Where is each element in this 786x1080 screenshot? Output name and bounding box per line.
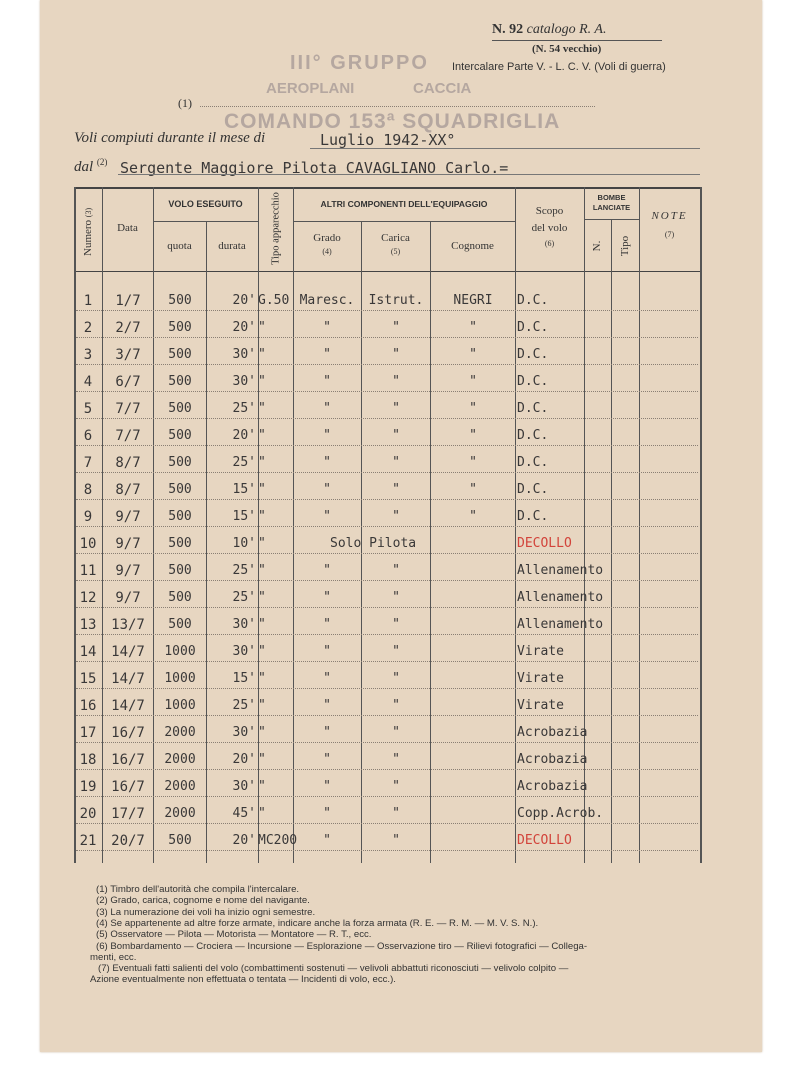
cell-tipo: "	[258, 617, 266, 632]
col-line-2	[153, 187, 154, 863]
cell-cognome: "	[469, 320, 477, 335]
header-bombe: BOMBE LANCIATE	[592, 193, 631, 212]
cell-n: 21	[79, 833, 97, 849]
header-bombe-n: N.	[591, 240, 603, 252]
cell-data: 16/7	[111, 779, 145, 795]
cell-scopo: D.C.	[517, 347, 549, 362]
catalog-value: 92	[509, 22, 524, 37]
row-rule	[76, 553, 698, 554]
cell-scopo: Allenamento	[517, 590, 604, 605]
cell-data: 8/7	[115, 482, 141, 498]
cell-carica: "	[392, 482, 400, 497]
cell-data: 9/7	[115, 536, 141, 552]
cell-scopo: Acrobazia	[517, 752, 588, 767]
cell-data: 20/7	[111, 833, 145, 849]
cell-data: 8/7	[115, 455, 141, 471]
cell-durata: 20'	[232, 833, 256, 848]
cell-tipo: "	[258, 374, 266, 389]
cell-data: 14/7	[111, 644, 145, 660]
cell-cognome: "	[469, 428, 477, 443]
cell-tipo: "	[258, 563, 266, 578]
cell-scopo: D.C.	[517, 293, 549, 308]
col-line-3	[206, 221, 207, 863]
footnote-line: (1) Timbro dell'autorità che compila l'intercalare.	[96, 884, 300, 895]
cell-n: 10	[79, 536, 97, 552]
cell-data: 13/7	[111, 617, 145, 633]
cell-n: 4	[83, 374, 93, 390]
cell-grado: "	[323, 752, 331, 767]
cell-scopo: D.C.	[517, 455, 549, 470]
cell-scopo: Acrobazia	[517, 779, 588, 794]
cell-data: 7/7	[115, 401, 141, 417]
cell-quota: 500	[168, 320, 192, 335]
header-cognome: Cognome	[451, 240, 494, 252]
cell-tipo: "	[258, 455, 266, 470]
pilot-underline	[118, 174, 700, 175]
header-scopo-line2: del volo	[531, 222, 568, 234]
header-altri-componenti: ALTRI COMPONENTI DELL'EQUIPAGGIO	[320, 199, 488, 209]
table-top-border	[74, 187, 700, 189]
cell-grado: "	[323, 563, 331, 578]
row-rule	[76, 580, 698, 581]
cell-grado: "	[323, 590, 331, 605]
cell-tipo: "	[258, 320, 266, 335]
cell-scopo: Virate	[517, 698, 564, 713]
month-underline	[310, 148, 700, 149]
cell-carica: "	[392, 428, 400, 443]
cell-tipo: "	[258, 482, 266, 497]
cell-n: 16	[79, 698, 97, 714]
cell-scopo: Acrobazia	[517, 725, 588, 740]
row-rule	[76, 337, 698, 338]
col-line-1	[102, 187, 103, 863]
cell-n: 17	[79, 725, 97, 741]
cell-data: 16/7	[111, 725, 145, 741]
month-label: Voli compiuti durante il mese di	[74, 130, 266, 146]
cell-quota: 2000	[164, 806, 196, 821]
cell-scopo: D.C.	[517, 320, 549, 335]
cell-tipo: "	[258, 590, 266, 605]
header-data: Data	[117, 222, 138, 234]
from-label	[74, 157, 107, 176]
cell-durata: 25'	[232, 698, 256, 713]
cell-durata: 30'	[232, 347, 256, 362]
cell-durata: 25'	[232, 455, 256, 470]
cell-n: 19	[79, 779, 97, 795]
row-rule	[76, 445, 698, 446]
stamp-line3: COMANDO 153ª SQUADRIGLIA	[224, 110, 561, 133]
cell-grado: "	[323, 806, 331, 821]
cell-n: 18	[79, 752, 97, 768]
cell-n: 11	[79, 563, 97, 579]
cell-cognome: "	[469, 374, 477, 389]
altri-sub-border	[293, 221, 515, 222]
cell-carica: "	[392, 725, 400, 740]
cell-scopo: Allenamento	[517, 563, 604, 578]
cell-carica: "	[392, 806, 400, 821]
cell-quota: 500	[168, 293, 192, 308]
cell-quota: 500	[168, 455, 192, 470]
row-rule	[76, 310, 698, 311]
cell-carica: "	[392, 320, 400, 335]
cell-carica: "	[392, 563, 400, 578]
cell-tipo: "	[258, 347, 266, 362]
cell-grado: Maresc.	[299, 293, 355, 308]
cell-n: 6	[83, 428, 93, 444]
cell-data: 2/7	[115, 320, 141, 336]
cell-grado: "	[323, 779, 331, 794]
cell-n: 3	[83, 347, 93, 363]
col-line-5	[293, 187, 294, 863]
cell-data: 14/7	[111, 698, 145, 714]
cell-tipo: "	[258, 428, 266, 443]
cell-scopo: D.C.	[517, 374, 549, 389]
cell-durata: 30'	[232, 374, 256, 389]
cell-cognome: "	[469, 347, 477, 362]
cell-scopo: D.C.	[517, 509, 549, 524]
cell-data: 6/7	[115, 374, 141, 390]
cell-quota: 500	[168, 401, 192, 416]
row-rule	[76, 769, 698, 770]
cell-scopo: D.C.	[517, 428, 549, 443]
cell-durata: 30'	[232, 725, 256, 740]
cell-grado: "	[323, 509, 331, 524]
cell-durata: 30'	[232, 617, 256, 632]
cell-scopo: D.C.	[517, 482, 549, 497]
header-bottom-border	[74, 271, 700, 272]
row-rule	[76, 364, 698, 365]
header-carica-text: Carica	[381, 232, 410, 244]
cell-tipo: "	[258, 401, 266, 416]
cell-grado: "	[323, 698, 331, 713]
cell-cognome: "	[469, 509, 477, 524]
header-grado-ref: (4)	[322, 247, 332, 256]
cell-grado: "	[323, 455, 331, 470]
header-grado-text: Grado	[313, 232, 341, 244]
cell-scopo: D.C.	[517, 401, 549, 416]
row-rule	[76, 634, 698, 635]
cell-n: 2	[83, 320, 93, 336]
cell-data: 7/7	[115, 428, 141, 444]
month-value: Luglio 1942-XX°	[320, 131, 456, 149]
row-rule	[76, 850, 698, 851]
header-scopo-line1: Scopo	[535, 205, 564, 217]
cell-grado: "	[323, 374, 331, 389]
footnote-line: (4) Se appartenente ad altre forze armate, indicare anche la forza armata (R. E. — R. M. — M. V. S. N.).	[96, 917, 539, 929]
cell-carica: "	[392, 833, 400, 848]
catalog-prefix: N.	[492, 22, 506, 37]
col-line-12	[700, 187, 702, 863]
header-carica-ref: (5)	[390, 247, 401, 256]
cell-quota: 2000	[164, 725, 196, 740]
old-number: (N. 54 vecchio)	[532, 43, 602, 55]
cell-n: 8	[83, 482, 93, 498]
cell-carica: "	[392, 617, 400, 632]
cell-durata: 20'	[232, 320, 256, 335]
cell-data: 9/7	[115, 563, 141, 579]
cell-durata: 20'	[232, 293, 256, 308]
cell-quota: 500	[168, 428, 192, 443]
cell-carica: "	[392, 671, 400, 686]
cell-tipo: "	[258, 806, 266, 821]
header-tipo-apparecchio: Tipo apparecchio	[270, 192, 282, 265]
row-rule	[76, 742, 698, 743]
field-1-label: (1)	[178, 96, 192, 110]
cell-tipo: "	[258, 536, 266, 551]
cell-tipo: "	[258, 644, 266, 659]
cell-data: 1/7	[115, 293, 141, 309]
cell-carica: "	[392, 752, 400, 767]
row-rule	[76, 688, 698, 689]
cell-durata: 20'	[232, 752, 256, 767]
cell-grado: "	[323, 347, 331, 362]
header-numero	[82, 204, 94, 256]
header-numero-text: Numero	[82, 219, 94, 256]
cell-durata: 20'	[232, 428, 256, 443]
cell-durata: 10'	[232, 536, 256, 551]
row-rule	[76, 823, 698, 824]
cell-data: 3/7	[115, 347, 141, 363]
cell-scopo: Allenamento	[517, 617, 604, 632]
cell-cognome: "	[469, 401, 477, 416]
row-rule	[76, 526, 698, 527]
cell-data: 16/7	[111, 752, 145, 768]
cell-grado: "	[323, 320, 331, 335]
cell-quota: 1000	[164, 644, 196, 659]
row-rule	[76, 715, 698, 716]
row-rule	[76, 391, 698, 392]
cell-n: 20	[79, 806, 97, 822]
cell-data: 9/7	[115, 590, 141, 606]
cell-carica: "	[392, 401, 400, 416]
cell-cognome: "	[469, 455, 477, 470]
cell-grado: "	[323, 428, 331, 443]
col-line-8	[515, 187, 516, 863]
header-carica	[361, 232, 430, 256]
cell-grado: "	[323, 833, 331, 848]
cell-quota: 1000	[164, 698, 196, 713]
footnote-line: Azione eventualmente non effettuata o tentata — Incidenti di volo, ecc.).	[90, 974, 396, 986]
catalog-suffix: catalogo R. A.	[526, 22, 607, 37]
cell-quota: 2000	[164, 779, 196, 794]
footnote-line: (5) Osservatore — Pilota — Motorista — Montatore — R. T., ecc.	[96, 929, 372, 941]
cell-carica: "	[392, 698, 400, 713]
intercalare-label: Intercalare Parte V. - L. C. V. (Voli di guerra)	[452, 61, 666, 73]
cell-durata: 30'	[232, 644, 256, 659]
header-quota: quota	[167, 240, 192, 252]
catalog-underline	[492, 40, 662, 41]
cell-tipo: G.50	[258, 293, 290, 308]
cell-scopo: DECOLLO	[517, 536, 572, 551]
cell-data: 17/7	[111, 806, 145, 822]
cell-quota: 500	[168, 590, 192, 605]
header-scopo	[515, 205, 584, 248]
cell-durata: 15'	[232, 509, 256, 524]
cell-carica: "	[392, 644, 400, 659]
cell-grado: "	[323, 401, 331, 416]
cell-n: 12	[79, 590, 97, 606]
cell-durata: 25'	[232, 590, 256, 605]
cell-quota: 1000	[164, 671, 196, 686]
header-durata: durata	[218, 240, 246, 252]
stamp-line2a: AEROPLANI	[266, 80, 355, 97]
row-rule	[76, 796, 698, 797]
row-rule	[76, 607, 698, 608]
row-rule	[76, 472, 698, 473]
cell-quota: 500	[168, 536, 192, 551]
cell-scopo: Virate	[517, 671, 564, 686]
cell-grado: "	[323, 725, 331, 740]
cell-cognome: NEGRI	[453, 293, 493, 308]
row-rule	[76, 418, 698, 419]
header-volo-eseguito: VOLO ESEGUITO	[168, 199, 243, 209]
header-note-text: NOTE	[651, 210, 688, 222]
header-scopo-ref: (6)	[544, 239, 555, 248]
header-note-ref: (7)	[664, 230, 675, 239]
header-numero-ref: (3)	[84, 207, 93, 218]
cell-tipo: "	[258, 725, 266, 740]
stamp-line2b: CACCIA	[413, 80, 472, 97]
cell-carica: "	[392, 374, 400, 389]
cell-tipo: "	[258, 698, 266, 713]
cell-tipo: "	[258, 752, 266, 767]
cell-n: 9	[83, 509, 93, 525]
footnote-line: (6) Bombardamento — Crociera — Incursione — Esplorazione — Osservazione tiro — Rilievi fotografici — Collega-	[96, 940, 588, 952]
cell-grado: "	[323, 671, 331, 686]
header-grado	[293, 232, 361, 256]
cell-tipo: "	[258, 671, 266, 686]
cell-carica: "	[392, 455, 400, 470]
cell-durata: 15'	[232, 482, 256, 497]
cell-n: 15	[79, 671, 97, 687]
cell-quota: 500	[168, 482, 192, 497]
footnote-line: menti, ecc.	[90, 951, 137, 963]
cell-durata: 25'	[232, 401, 256, 416]
cell-grado: "	[323, 644, 331, 659]
cell-n: 7	[83, 455, 93, 471]
cell-carica: "	[392, 509, 400, 524]
cell-durata: 15'	[232, 671, 256, 686]
footnote-line: (3) La numerazione dei voli ha inizio ogni semestre.	[96, 906, 316, 918]
header-bombe-tipo: Tipo	[619, 235, 631, 257]
col-line-7	[430, 221, 431, 863]
footnote-line: (7) Eventuali fatti salienti del volo (combattimenti sostenuti — velivoli abbattuti riconosciuti — velivolo colpito —	[98, 963, 569, 975]
cell-durata: 25'	[232, 563, 256, 578]
cell-n: 13	[79, 617, 97, 633]
cell-carica: "	[392, 590, 400, 605]
cell-carica: "	[392, 779, 400, 794]
cell-cognome: "	[469, 482, 477, 497]
stamp-line1: III° GRUPPO	[290, 52, 429, 74]
cell-scopo: Virate	[517, 644, 564, 659]
col-line-11	[639, 187, 640, 863]
header-note	[639, 210, 700, 239]
cell-durata: 30'	[232, 779, 256, 794]
from-text: dal	[74, 159, 94, 175]
cell-grado: "	[323, 482, 331, 497]
document-sheet	[40, 0, 762, 1052]
footnote-line: (2) Grado, carica, cognome e nome del navigante.	[96, 895, 310, 907]
row-rule	[76, 661, 698, 662]
cell-quota: 500	[168, 833, 192, 848]
cell-quota: 500	[168, 617, 192, 632]
cell-grado: "	[323, 617, 331, 632]
cell-quota: 500	[168, 563, 192, 578]
cell-data: 14/7	[111, 671, 145, 687]
field-1-line	[200, 106, 595, 107]
cell-tipo: "	[258, 509, 266, 524]
cell-quota: 500	[168, 347, 192, 362]
row-rule	[76, 499, 698, 500]
cell-n: 14	[79, 644, 97, 660]
catalog-number	[492, 22, 606, 38]
cell-quota: 500	[168, 374, 192, 389]
from-ref: (2)	[96, 157, 108, 167]
cell-durata: 45'	[232, 806, 256, 821]
cell-solo-pilota: Solo Pilota	[330, 536, 417, 551]
cell-carica: Istrut.	[368, 293, 424, 308]
cell-carica: "	[392, 347, 400, 362]
cell-quota: 2000	[164, 752, 196, 767]
pilot-name: Sergente Maggiore Pilota CAVAGLIANO Carlo.=	[120, 159, 509, 177]
cell-data: 9/7	[115, 509, 141, 525]
cell-quota: 500	[168, 509, 192, 524]
cell-tipo: MC200	[258, 833, 298, 848]
cell-scopo: DECOLLO	[517, 833, 572, 848]
cell-tipo: "	[258, 779, 266, 794]
cell-scopo: Copp.Acrob.	[517, 806, 604, 821]
cell-n: 1	[83, 293, 93, 309]
cell-n: 5	[83, 401, 93, 417]
